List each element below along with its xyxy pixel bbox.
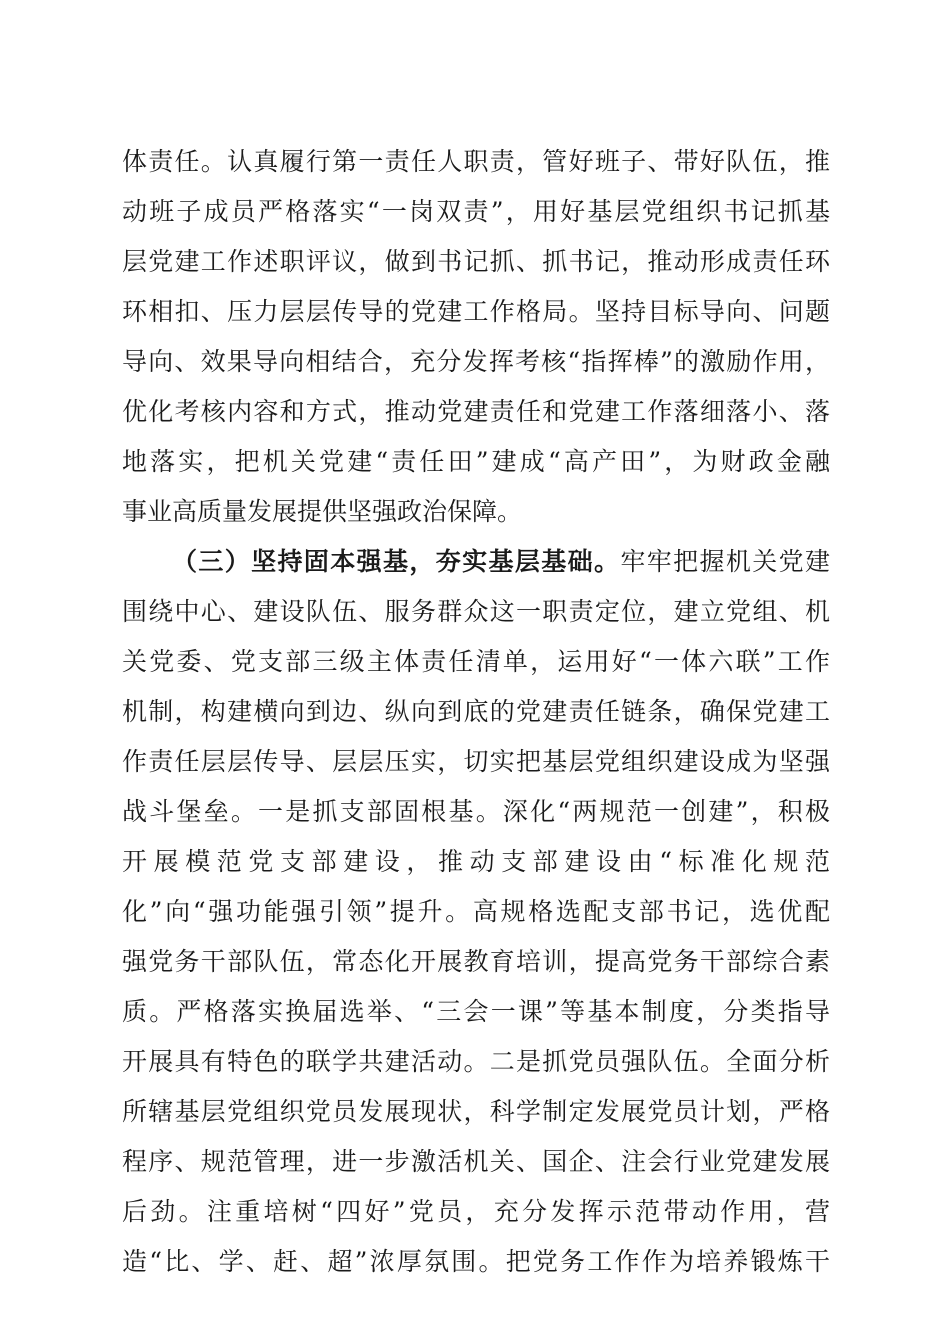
body-text-line: 开展模范党支部建设，推动支部建设由“标准化规范 [122, 847, 830, 876]
body-text-line: 程序、规范管理，进一步激活机关、国企、注会行业党建发展 [122, 1147, 830, 1176]
body-text-line: 层党建工作述职评议，做到书记抓、抓书记，推动形成责任环 [122, 247, 830, 276]
section-heading: （三）坚持固本强基，夯实基层基础。 [172, 547, 621, 576]
body-text-line: 开展具有特色的联学共建活动。二是抓党员强队伍。全面分析 [122, 1047, 830, 1076]
body-text-line: 动班子成员严格落实“一岗双责”，用好基层党组织书记抓基 [122, 197, 830, 226]
body-text-line: 围绕中心、建设队伍、服务群众这一职责定位，建立党组、机 [122, 597, 830, 626]
body-text-line: 作责任层层传导、层层压实，切实把基层党组织建设成为坚强 [122, 747, 830, 776]
body-text-line: 所辖基层党组织党员发展现状，科学制定发展党员计划，严格 [122, 1097, 830, 1126]
section-heading-continuation: 牢牢把握机关党建 [620, 547, 830, 576]
body-text-line: 造“比、学、赶、超”浓厚氛围。把党务工作作为培养锻炼干 [122, 1247, 830, 1276]
body-text-line: 机制，构建横向到边、纵向到底的党建责任链条，确保党建工 [122, 697, 830, 726]
body-text-line: 强党务干部队伍，常态化开展教育培训，提高党务干部综合素 [122, 947, 830, 976]
body-text-line: 战斗堡垒。一是抓支部固根基。深化“两规范一创建”，积极 [122, 797, 830, 826]
body-text-line: 地落实，把机关党建“责任田”建成“高产田”，为财政金融 [122, 447, 830, 476]
body-text-line: 优化考核内容和方式，推动党建责任和党建工作落细落小、落 [122, 397, 830, 426]
body-text-line: 化”向“强功能强引领”提升。高规格选配支部书记，选优配 [122, 897, 830, 926]
body-text-line: 环相扣、压力层层传导的党建工作格局。坚持目标导向、问题 [122, 297, 830, 326]
body-text-line: 体责任。认真履行第一责任人职责，管好班子、带好队伍，推 [122, 147, 830, 176]
body-text-line: 质。严格落实换届选举、“三会一课”等基本制度，分类指导 [122, 997, 830, 1026]
section-heading-line [172, 542, 830, 582]
body-text-line: 事业高质量发展提供坚强政治保障。 [122, 497, 523, 526]
body-text-line: 关党委、党支部三级主体责任清单，运用好“一体六联”工作 [122, 647, 830, 676]
body-text-line: 导向、效果导向相结合，充分发挥考核“指挥棒”的激励作用， [122, 347, 830, 376]
body-text-line: 后劲。注重培树“四好”党员，充分发挥示范带动作用，营 [122, 1197, 830, 1226]
